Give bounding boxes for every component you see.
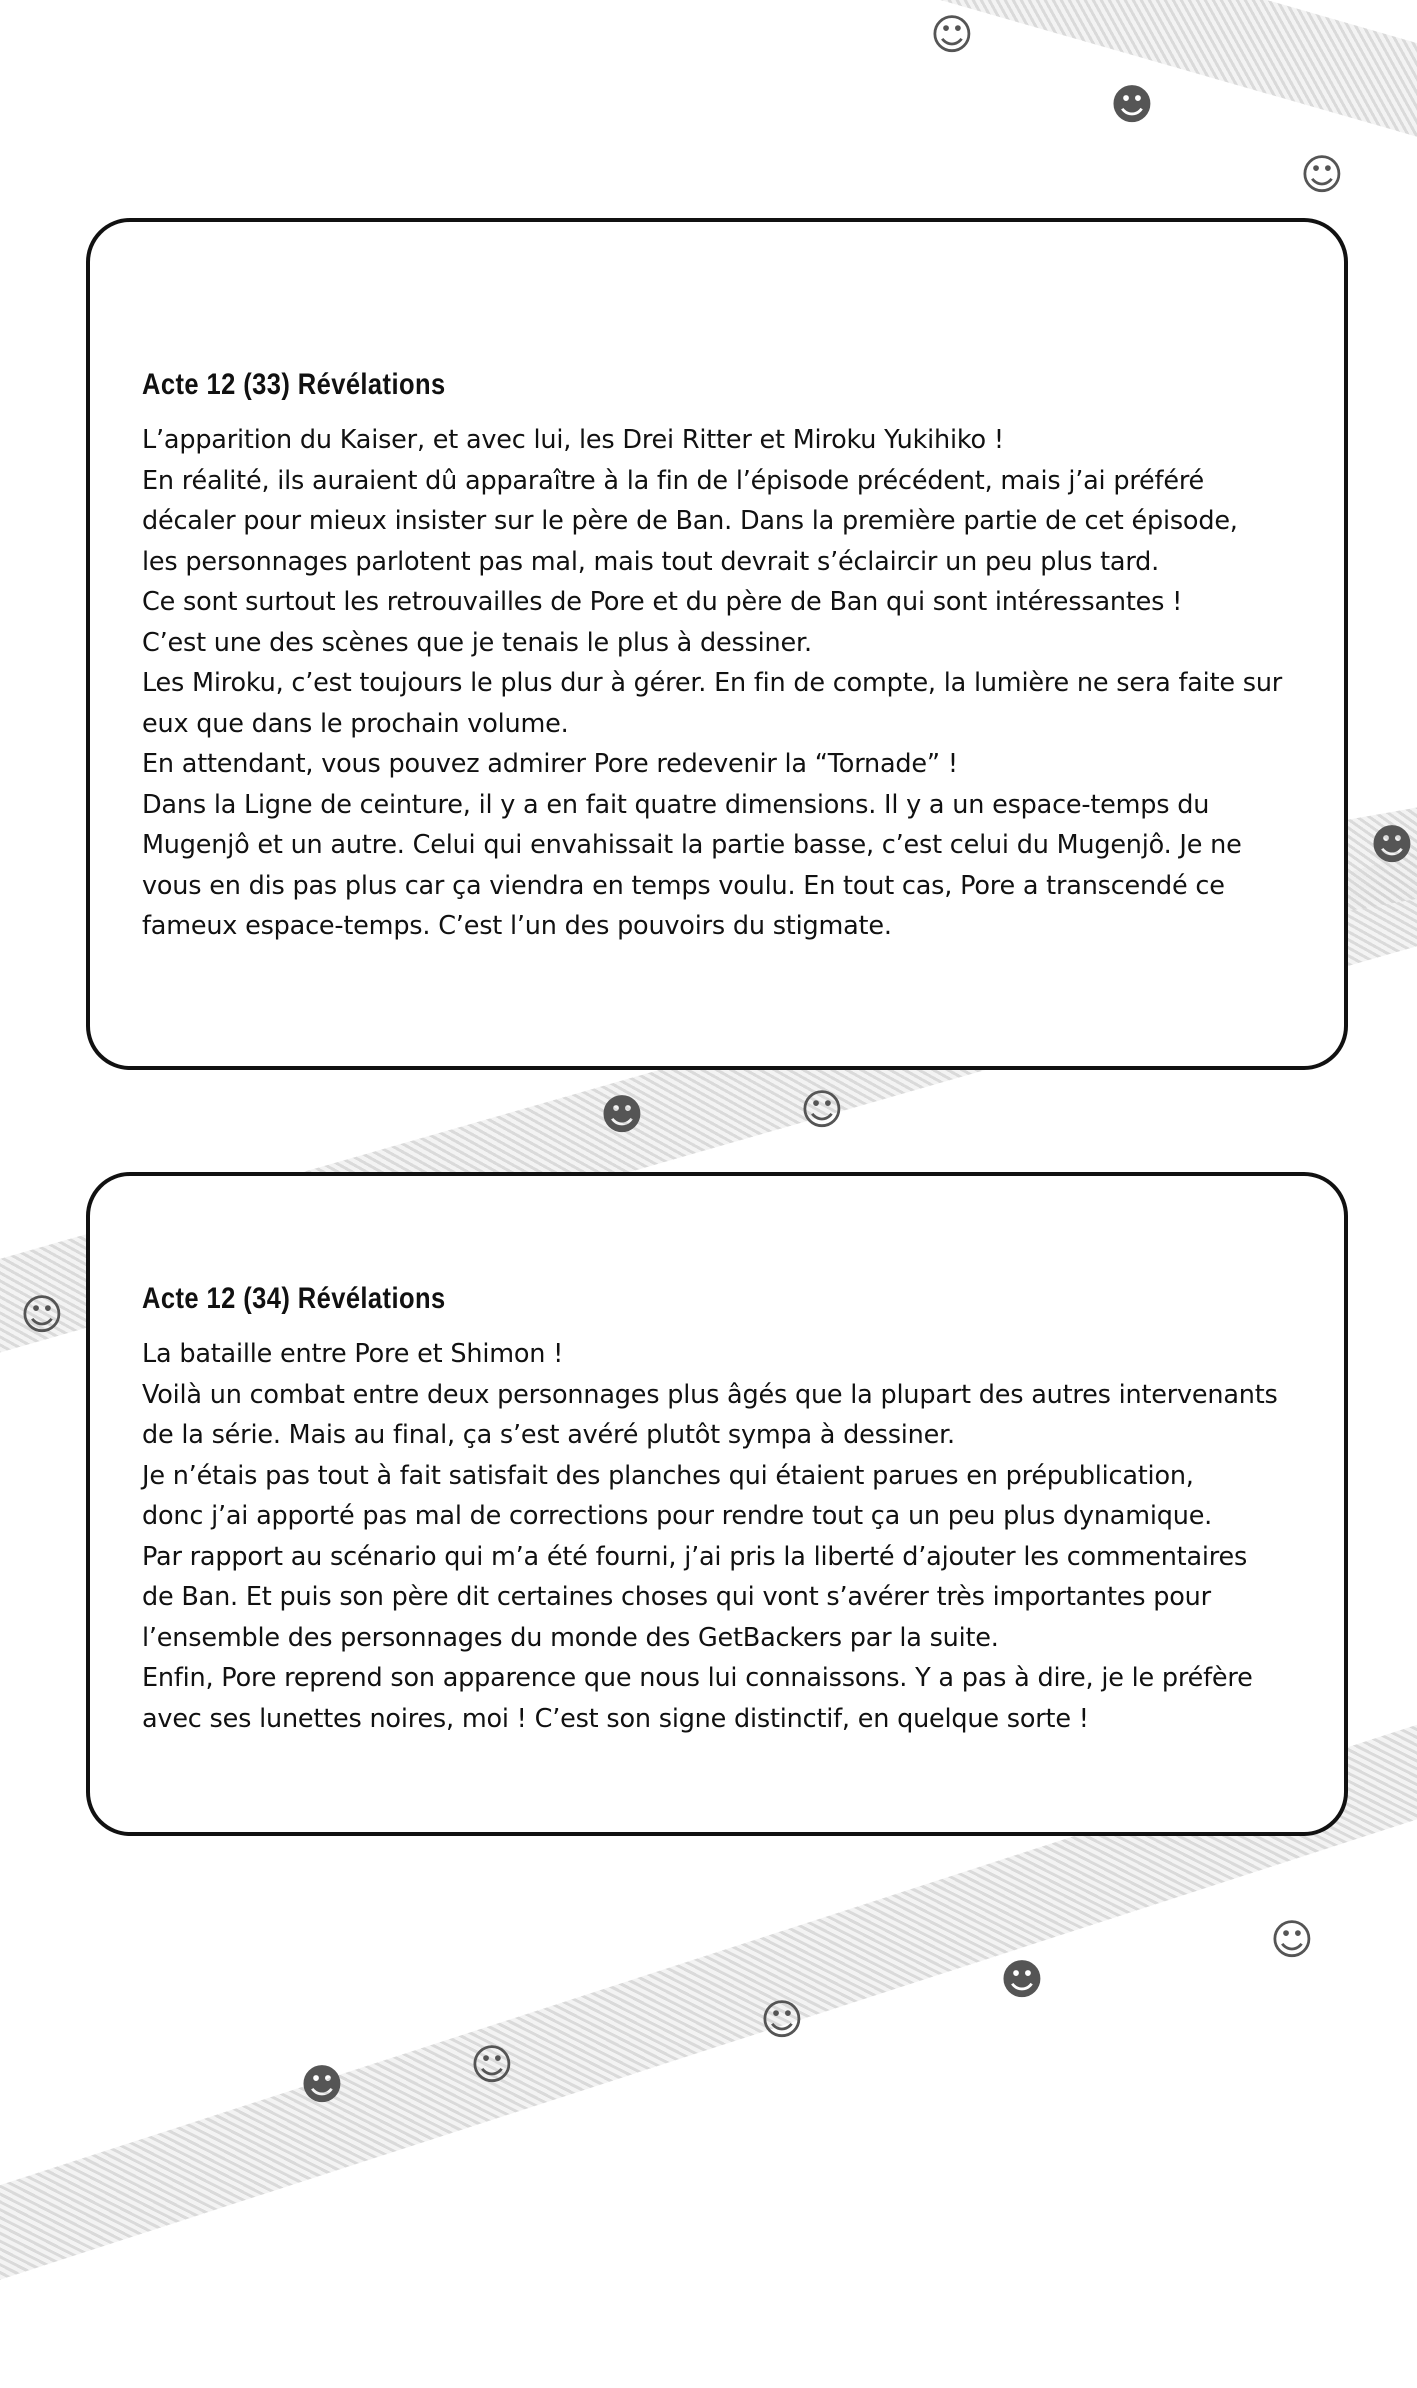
commentary-panel-act-34 <box>86 1172 1348 1836</box>
commentary-panel-act-33 <box>86 218 1348 1070</box>
chibi-character-icon: ☻ <box>1110 80 1154 129</box>
chibi-character-icon: ☻ <box>600 1090 644 1139</box>
body-line: avec ses lunettes noires, moi ! C’est son signe distinctif, en quelque sorte ! <box>142 1703 1089 1734</box>
body-line: Ce sont surtout les retrouvailles de Pore et du père de Ban qui sont intéressantes ! <box>142 587 1183 617</box>
body-line: de la série. Mais au final, ça s’est avéré plutôt sympa à dessiner. <box>142 1420 955 1450</box>
body-line: En réalité, ils auraient dû apparaître à la fin de l’épisode précédent, mais j’ai préféré <box>142 465 1205 496</box>
body-line: Je n’étais pas tout à fait satisfait des planches qui étaient parues en prépublication, <box>142 1460 1194 1491</box>
chibi-character-icon: ☻ <box>1370 820 1414 869</box>
chibi-character-icon: ☻ <box>1000 1955 1044 2004</box>
body-line: La bataille entre Pore et Shimon ! <box>142 1339 564 1369</box>
body-line: Dans la Ligne de ceinture, il y a en fait quatre dimensions. Il y a un espace-temps du <box>142 789 1210 820</box>
body-line: Enfin, Pore reprend son apparence que nous lui connaissons. Y a pas à dire, je le préfère <box>142 1663 1253 1693</box>
chibi-character-icon: ☺ <box>20 1290 64 1339</box>
body-line: de Ban. Et puis son père dit certaines choses qui vont s’avérer très importantes pour <box>142 1582 1211 1612</box>
body-line: vous en dis pas plus car ça viendra en temps voulu. En tout cas, Pore a transcendé ce <box>142 870 1225 901</box>
body-line: C’est une des scènes que je tenais le plus à dessiner. <box>142 627 812 658</box>
body-line: En attendant, vous pouvez admirer Pore redevenir la “Tornade” ! <box>142 749 958 779</box>
chibi-character-icon: ☺ <box>1270 1915 1314 1964</box>
body-line: fameux espace-temps. C’est l’un des pouvoirs du stigmate. <box>142 911 892 941</box>
chibi-character-icon: ☺ <box>1300 150 1344 199</box>
body-line: Voilà un combat entre deux personnages plus âgés que la plupart des autres intervenants <box>142 1379 1278 1410</box>
chibi-character-icon: ☺ <box>930 10 974 59</box>
body-line: L’apparition du Kaiser, et avec lui, les Drei Ritter et Miroku Yukihiko ! <box>142 425 1004 455</box>
chibi-character-icon: ☺ <box>760 1995 804 2044</box>
body-line: Par rapport au scénario qui m’a été fourni, j’ai pris la liberté d’ajouter les commentaires <box>142 1541 1248 1572</box>
body-line: l’ensemble des personnages du monde des GetBackers par la suite. <box>142 1622 999 1653</box>
chibi-character-icon: ☺ <box>800 1085 844 1134</box>
body-line: donc j’ai apporté pas mal de corrections pour rendre tout ça un peu plus dynamique. <box>142 1501 1213 1531</box>
section-title: Acte 12 (34) Révélations <box>142 1282 446 1315</box>
chibi-character-icon: ☻ <box>300 2060 344 2109</box>
section-body <box>142 420 1304 947</box>
body-line: Les Miroku, c’est toujours le plus dur à gérer. En fin de compte, la lumière ne sera faite sur <box>142 668 1283 698</box>
section-body <box>142 1334 1304 1739</box>
body-line: décaler pour mieux insister sur le père de Ban. Dans la première partie de cet épisode, <box>142 506 1238 536</box>
body-line: les personnages parlotent pas mal, mais tout devrait s’éclaircir un peu plus tard. <box>142 546 1160 577</box>
body-line: eux que dans le prochain volume. <box>142 708 569 739</box>
body-line: Mugenjô et un autre. Celui qui envahissait la partie basse, c’est celui du Mugenjô. Je ne <box>142 830 1242 860</box>
chibi-character-icon: ☺ <box>470 2040 514 2089</box>
section-title: Acte 12 (33) Révélations <box>142 368 446 401</box>
